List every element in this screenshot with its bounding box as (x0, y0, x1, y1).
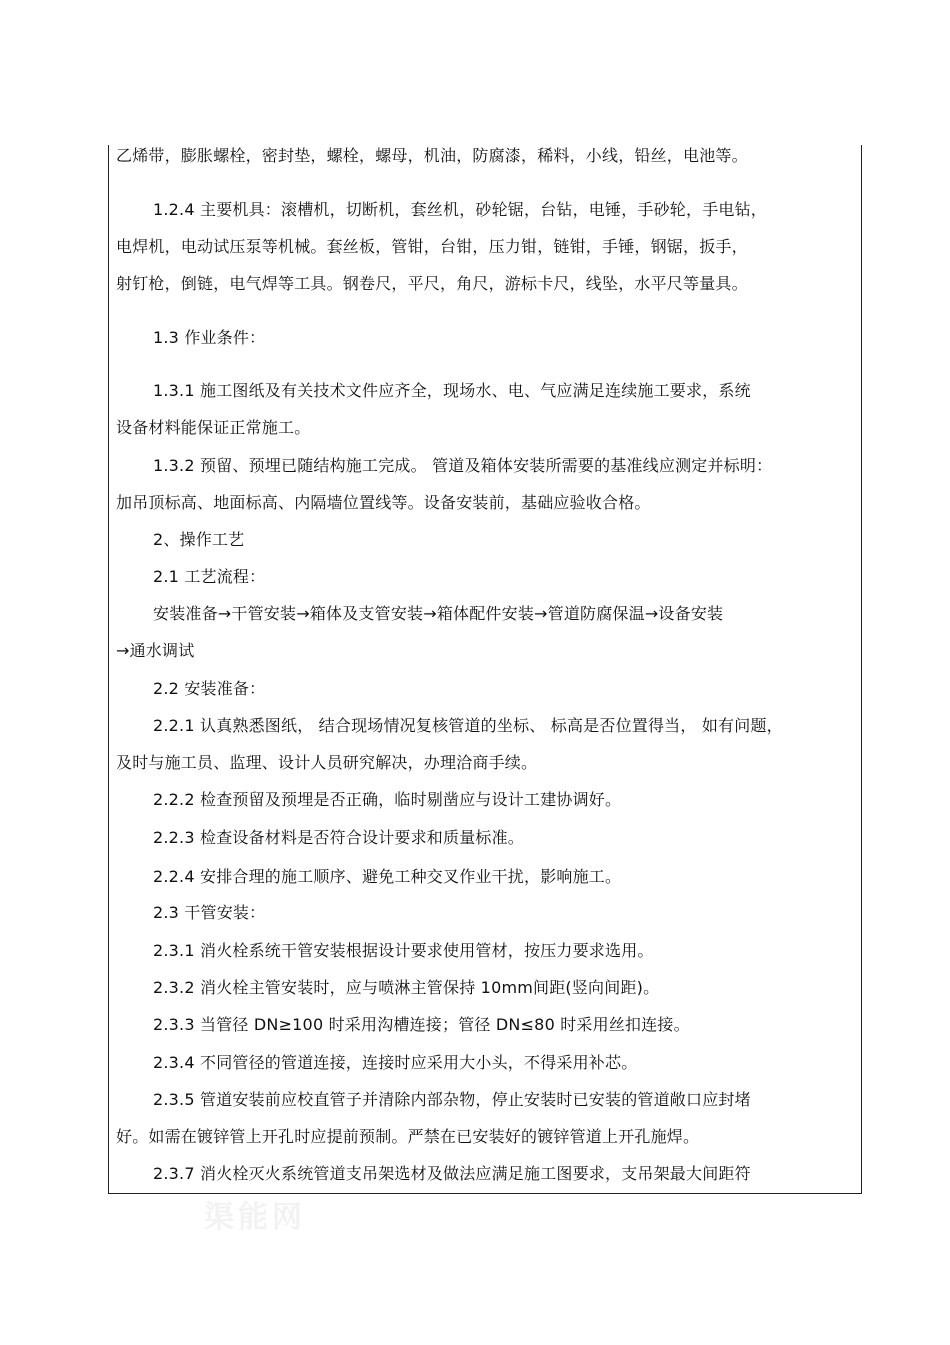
section-heading: 2.1 工艺流程： (153, 567, 266, 586)
text-line: 乙烯带，膨胀螺栓，密封垫，螺栓，螺母，机油，防腐漆，稀料，小线，铅丝，电池等。 (116, 146, 748, 165)
section-heading: 2.2 安装准备： (153, 679, 266, 698)
text-line: 2.2.1 认真熟悉图纸， 结合现场情况复核管道的坐标、 标高是否位置得当， 如有问题， (153, 716, 783, 735)
text-line: 好。如需在镀锌管上开孔时应提前预制。严禁在已安装好的镀锌管道上开孔施焊。 (116, 1127, 700, 1146)
text-line: 2.2.3 检查设备材料是否符合设计要求和质量标准。 (153, 828, 524, 847)
text-line: 设备材料能保证正常施工。 (116, 418, 311, 437)
text-line: 电焊机，电动试压泵等机械。套丝板，管钳，台钳，压力钳，链钳，手锤，钢锯，扳手， (116, 237, 748, 256)
text-line: 2.3.7 消火栓灭火系统管道支吊架选材及做法应满足施工图要求，支吊架最大间距符 (153, 1164, 751, 1183)
text-line: 加吊顶标高、地面标高、内隔墙位置线等。设备安装前，基础应验收合格。 (116, 493, 651, 512)
text-line: 2.3.1 消火栓系统干管安装根据设计要求使用管材，按压力要求选用。 (153, 941, 654, 960)
document-frame (108, 145, 862, 1194)
text-line: 1.3.1 施工图纸及有关技术文件应齐全，现场水、电、气应满足连续施工要求，系统 (153, 381, 751, 400)
text-line: 射钉枪，倒链，电气焊等工具。钢卷尺，平尺，角尺，游标卡尺，线坠，水平尺等量具。 (116, 274, 748, 293)
text-line: 2.2.2 检查预留及预埋是否正确，临时剔凿应与设计工建协调好。 (153, 790, 622, 809)
section-heading: 1.3 作业条件： (153, 328, 266, 347)
text-line: 2.2.4 安排合理的施工顺序、避免工种交叉作业干扰，影响施工。 (153, 867, 622, 886)
text-line: 安装准备→干管安装→箱体及支管安装→箱体配件安装→管道防腐保温→设备安装 (153, 604, 724, 623)
text-line: 2.3.5 管道安装前应校直管子并清除内部杂物，停止安装时已安装的管道敞口应封堵 (153, 1090, 751, 1109)
text-line: 2.3.4 不同管径的管道连接，连接时应采用大小头，不得采用补芯。 (153, 1053, 638, 1072)
text-line: →通水调试 (116, 641, 195, 660)
text-line: 及时与施工员、监理、设计人员研究解决，办理洽商手续。 (116, 753, 538, 772)
text-line: 2.3.3 当管径 DN≥100 时采用沟槽连接；管径 DN≤80 时采用丝扣连接。 (153, 1015, 690, 1034)
section-heading: 2.3 干管安装： (153, 903, 266, 922)
text-line: 1.3.2 预留、预埋已随结构施工完成。 管道及箱体安装所需要的基准线应测定并标明： (153, 456, 773, 475)
watermark: 渠能网 (204, 1200, 306, 1235)
text-line: 2.3.2 消火栓主管安装时，应与喷淋主管保持 10mm间距(竖向间距)。 (153, 978, 660, 997)
section-heading: 2、操作工艺 (153, 530, 245, 549)
text-line: 1.2.4 主要机具：滚槽机，切断机，套丝机，砂轮锯，台钻，电锤，手砂轮，手电钻， (153, 200, 767, 219)
